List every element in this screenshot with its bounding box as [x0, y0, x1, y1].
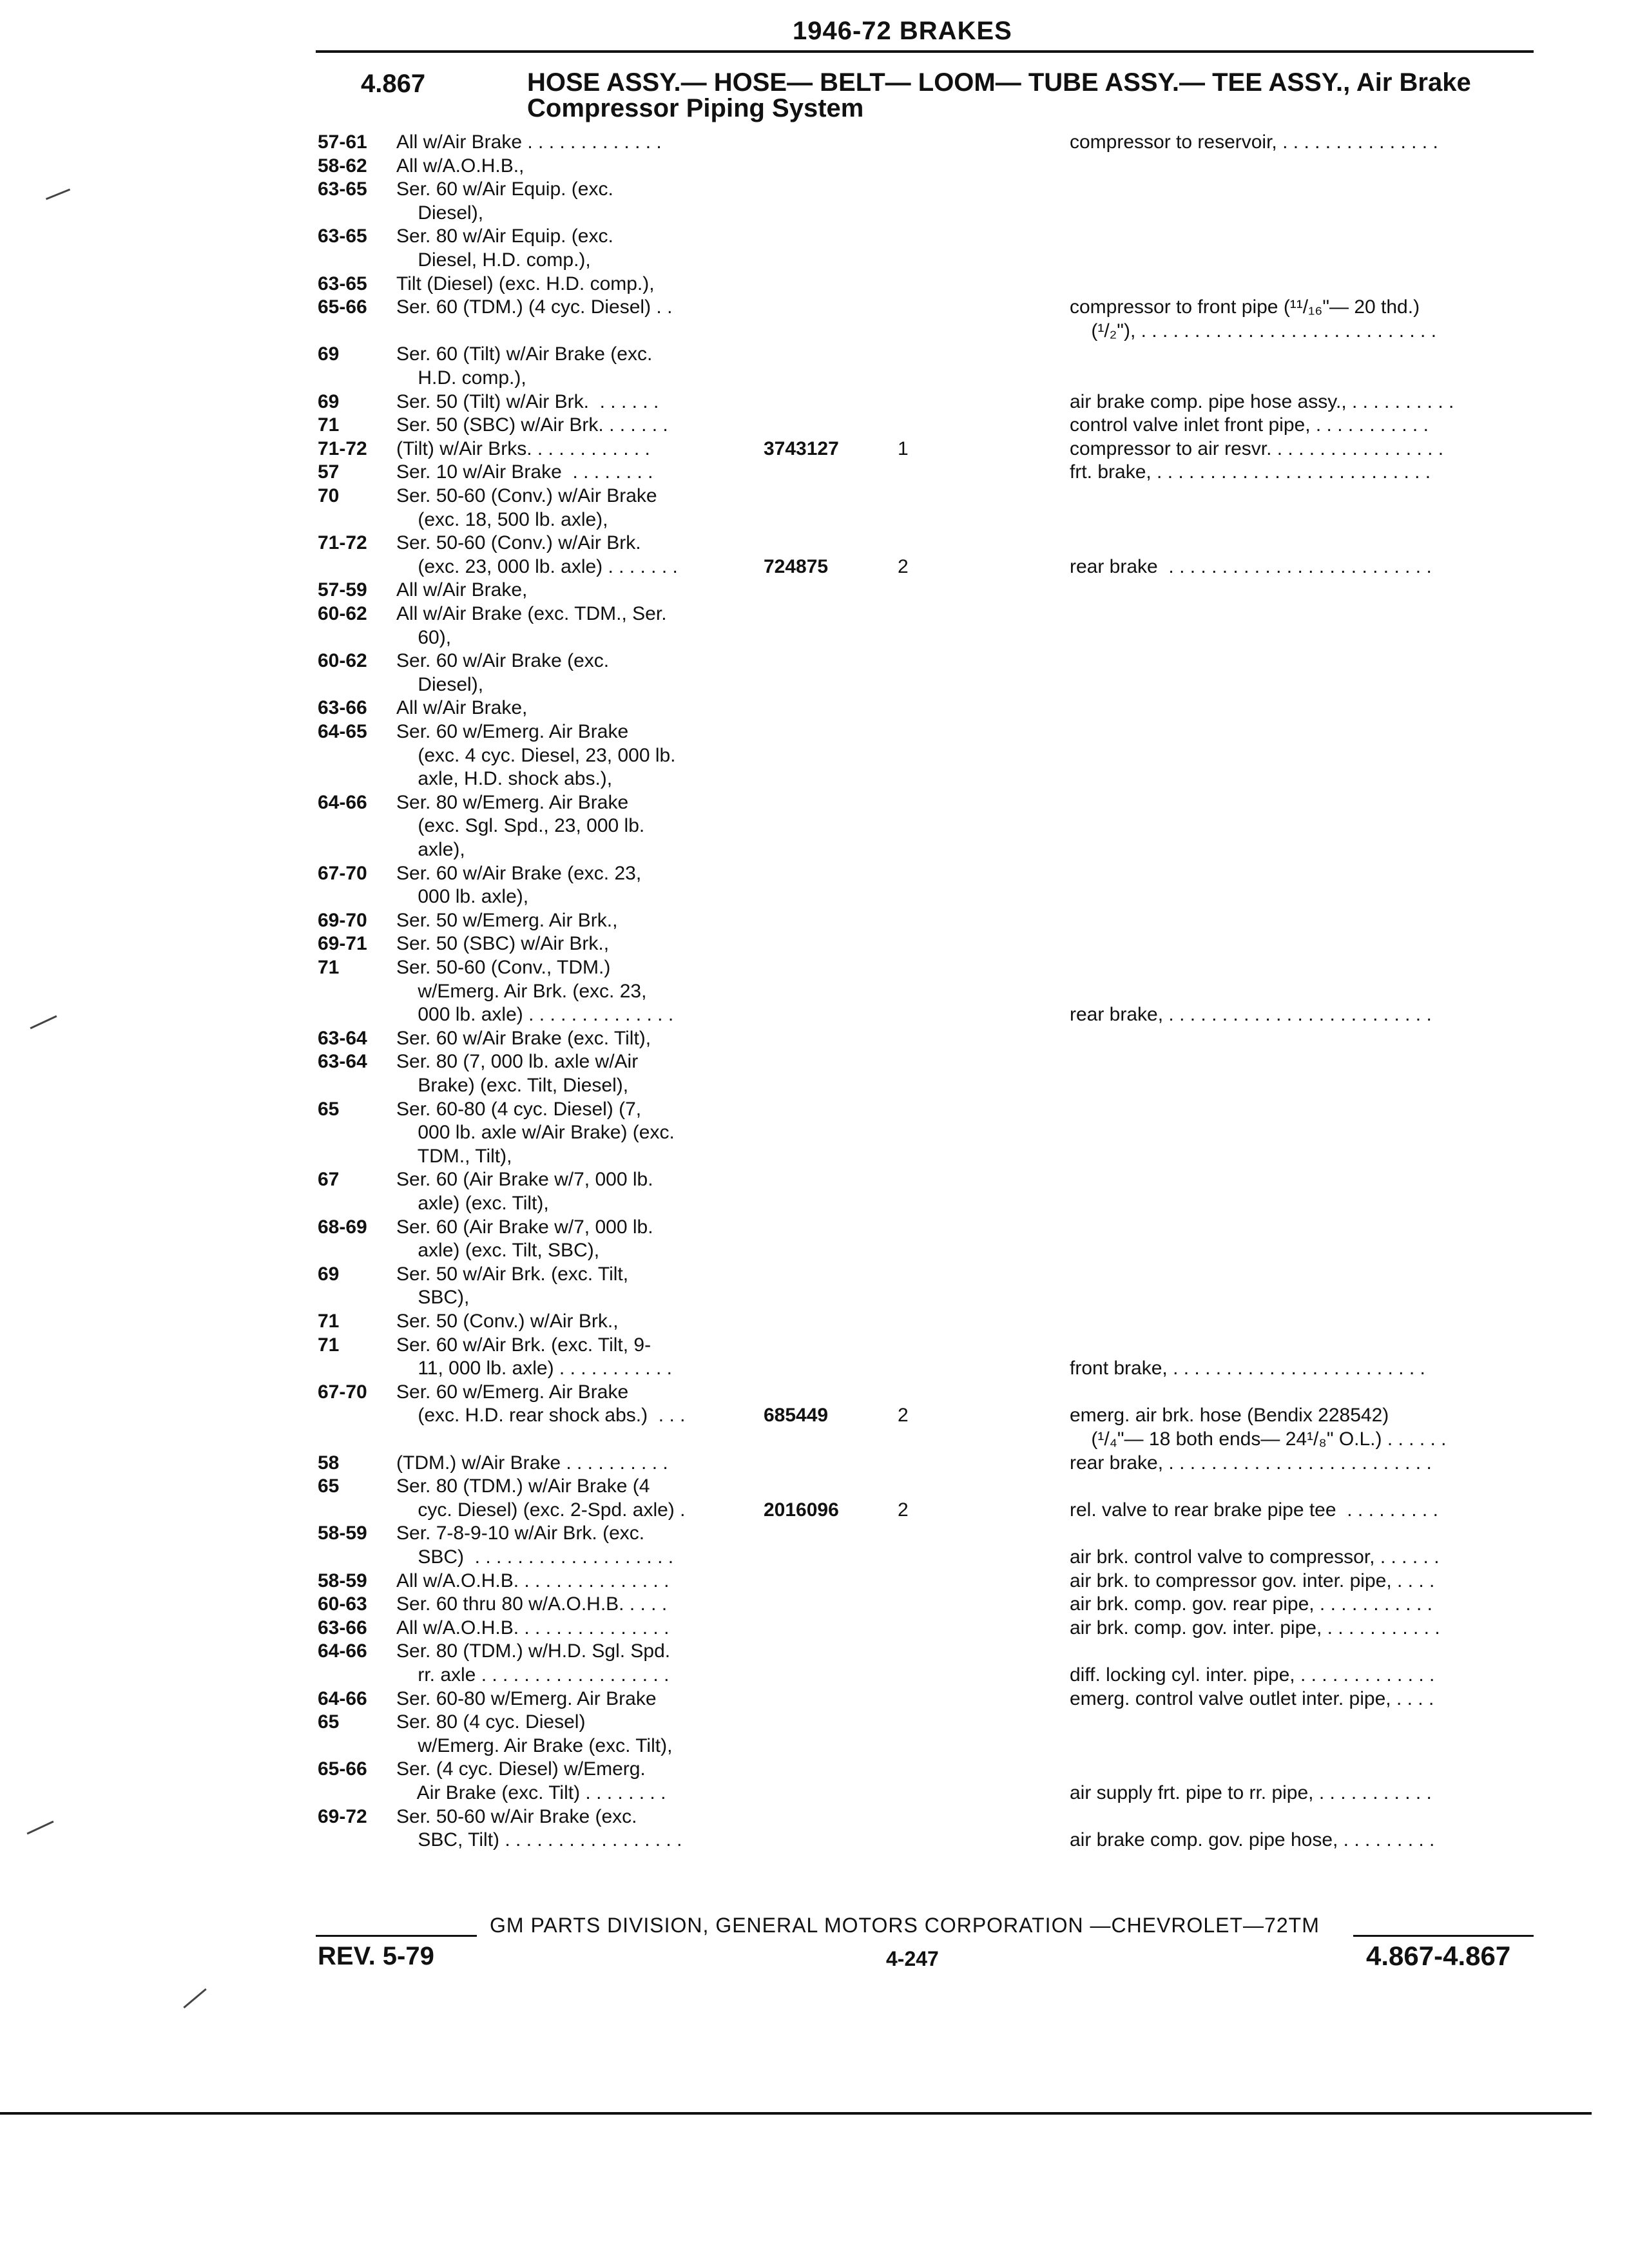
row-description: Ser. 60 (Tilt) w/Air Brake (exc. [396, 343, 653, 365]
row-description: Ser. 60 w/Air Equip. (exc. [396, 178, 613, 200]
row-year: 65-66 [318, 296, 367, 318]
row-description: Ser. 50 (SBC) w/Air Brk. . . . . . . [396, 414, 668, 436]
list-item [0, 1452, 1629, 1475]
row-description: Ser. 60 w/Emerg. Air Brake [396, 1381, 629, 1403]
row-description: Ser. 50-60 w/Air Brake (exc. [396, 1805, 637, 1827]
list-item [0, 273, 1629, 296]
list-item [0, 767, 1629, 791]
list-item [0, 956, 1629, 979]
row-year: 63-64 [318, 1027, 367, 1049]
row-usage: control valve inlet front pipe, . . . . . . . . . . . [1070, 414, 1429, 436]
section-number: 4.867 [361, 70, 426, 98]
row-year: 71-72 [318, 532, 367, 554]
revision-label: REV. 5-79 [318, 1942, 434, 1970]
row-year: 71 [318, 1311, 340, 1332]
row-year: 68-69 [318, 1216, 367, 1238]
list-item [0, 1475, 1629, 1498]
list-item [0, 909, 1629, 932]
row-year: 64-66 [318, 791, 367, 813]
list-item [0, 390, 1629, 414]
row-description: Ser. 80 (4 cyc. Diesel) [396, 1711, 586, 1733]
row-usage: rear brake . . . . . . . . . . . . . . . . . . . . . . . . . [1070, 555, 1432, 577]
row-description: Ser. 60 w/Air Brk. (exc. Tilt, 9- [396, 1334, 651, 1356]
row-description: Ser. 60 w/Emerg. Air Brake [396, 721, 629, 742]
row-description: Ser. 80 (TDM.) w/Air Brake (4 [396, 1475, 650, 1497]
margin-mark [183, 1988, 206, 2008]
row-usage: air supply frt. pipe to rr. pipe, . . . . . . . . . . . [1070, 1782, 1432, 1803]
section-title: HOSE ASSY.— HOSE— BELT— LOOM— TUBE ASSY.— TEE ASSY., Air Brake Compressor Piping System [527, 68, 1471, 122]
list-item [0, 437, 1629, 461]
row-usage: diff. locking cyl. inter. pipe, . . . . . . . . . . . . . [1070, 1664, 1435, 1686]
row-description: axle) (exc. Tilt, SBC), [396, 1240, 600, 1262]
row-description: Air Brake (exc. Tilt) . . . . . . . . [396, 1782, 666, 1803]
row-usage: (¹/₄"— 18 both ends— 24¹/₈" O.L.) . . . . . . [1070, 1428, 1447, 1450]
row-year: 64-66 [318, 1640, 367, 1662]
index-reference: 4.867-4.867 [1366, 1941, 1511, 1971]
row-description: Ser. 60 thru 80 w/A.O.H.B. . . . . [396, 1593, 668, 1615]
row-description: Ser. 80 (7, 000 lb. axle w/Air [396, 1051, 639, 1073]
list-item [0, 579, 1629, 602]
list-item [0, 814, 1629, 838]
row-description: Tilt (Diesel) (exc. H.D. comp.), [396, 273, 655, 294]
row-description: Diesel, H.D. comp.), [396, 249, 591, 271]
row-description: 000 lb. axle w/Air Brake) (exc. [396, 1122, 675, 1144]
list-item [0, 1381, 1629, 1404]
row-usage: air brk. control valve to compressor, . . . . . . [1070, 1546, 1440, 1568]
row-year: 63-64 [318, 1051, 367, 1073]
list-item [0, 1404, 1629, 1427]
row-usage: rear brake, . . . . . . . . . . . . . . . . . . . . . . . . . [1070, 1004, 1432, 1026]
list-item [0, 461, 1629, 484]
row-year: 63-65 [318, 178, 367, 200]
list-item [0, 178, 1629, 201]
list-item [0, 980, 1629, 1003]
row-quantity: 2 [898, 1405, 909, 1427]
row-year: 63-66 [318, 1617, 367, 1639]
row-usage: emerg. control valve outlet inter. pipe, . . . . [1070, 1687, 1434, 1709]
list-item [0, 697, 1629, 720]
list-item [0, 485, 1629, 508]
row-year: 58 [318, 1452, 340, 1474]
list-item [0, 1782, 1629, 1805]
row-description: All w/A.O.H.B. . . . . . . . . . . . . . . [396, 1570, 670, 1591]
list-item [0, 1074, 1629, 1097]
row-description: 11, 000 lb. axle) . . . . . . . . . . . [396, 1358, 672, 1379]
row-year: 57-59 [318, 579, 367, 601]
list-item [0, 744, 1629, 767]
row-year: 71 [318, 414, 340, 436]
row-year: 65-66 [318, 1758, 367, 1780]
row-year: 58-62 [318, 155, 367, 177]
row-description: Ser. 80 w/Air Equip. (exc. [396, 226, 613, 247]
list-item [0, 1192, 1629, 1215]
row-description: Ser. 50 (Conv.) w/Air Brk., [396, 1311, 619, 1332]
row-description: All w/Air Brake . . . . . . . . . . . . . [396, 131, 662, 153]
row-description: SBC, Tilt) . . . . . . . . . . . . . . . . . [396, 1829, 682, 1851]
row-description: SBC), [396, 1287, 470, 1309]
row-description: w/Emerg. Air Brk. (exc. 23, [396, 980, 647, 1002]
row-year: 60-62 [318, 603, 367, 624]
row-description: axle, H.D. shock abs.), [396, 768, 613, 790]
row-year: 71-72 [318, 437, 367, 459]
row-description: SBC) . . . . . . . . . . . . . . . . . . . [396, 1546, 674, 1568]
row-year: 60-62 [318, 650, 367, 672]
row-description: Brake) (exc. Tilt, Diesel), [396, 1075, 629, 1096]
list-item [0, 1027, 1629, 1050]
row-part-number: 724875 [764, 555, 829, 577]
row-description: Ser. 80 w/Emerg. Air Brake [396, 791, 629, 813]
row-description: Diesel), [396, 673, 484, 695]
row-quantity: 2 [898, 1499, 909, 1521]
list-item [0, 1570, 1629, 1593]
list-item [0, 1546, 1629, 1569]
row-description: cyc. Diesel) (exc. 2-Spd. axle) . [396, 1499, 686, 1521]
row-description: All w/A.O.H.B., [396, 155, 525, 177]
list-item [0, 838, 1629, 861]
list-item [0, 1522, 1629, 1545]
list-item [0, 1758, 1629, 1781]
list-item [0, 1664, 1629, 1687]
list-item [0, 1428, 1629, 1451]
row-description: Ser. 50 (Tilt) w/Air Brk. . . . . . . [396, 390, 659, 412]
list-item [0, 1711, 1629, 1734]
row-year: 67 [318, 1169, 340, 1191]
row-year: 63-66 [318, 697, 367, 719]
row-description: Ser. 60 w/Air Brake (exc. 23, [396, 862, 642, 884]
list-item [0, 791, 1629, 814]
list-item [0, 1617, 1629, 1640]
list-item [0, 508, 1629, 532]
row-part-number: 2016096 [764, 1499, 839, 1521]
list-item [0, 1003, 1629, 1026]
row-description: Ser. 50 w/Emerg. Air Brk., [396, 909, 618, 931]
row-year: 69 [318, 1263, 340, 1285]
row-usage: air brake comp. gov. pipe hose, . . . . . . . . . [1070, 1829, 1435, 1851]
list-item [0, 1263, 1629, 1286]
list-item [0, 673, 1629, 697]
row-usage: (¹/₂"), . . . . . . . . . . . . . . . . . . . . . . . . . . . . [1070, 320, 1437, 341]
row-part-number: 3743127 [764, 437, 839, 459]
row-description: axle) (exc. Tilt), [396, 1193, 549, 1214]
row-description: Ser. 50-60 (Conv., TDM.) [396, 957, 611, 978]
row-usage: frt. brake, . . . . . . . . . . . . . . . . . . . . . . . . . . [1070, 461, 1431, 483]
row-description: Ser. 60 (Air Brake w/7, 000 lb. [396, 1216, 653, 1238]
list-item [0, 1357, 1629, 1380]
row-description: w/Emerg. Air Brake (exc. Tilt), [396, 1735, 673, 1756]
list-item [0, 1805, 1629, 1829]
row-year: 67-70 [318, 862, 367, 884]
row-description: (exc. 4 cyc. Diesel, 23, 000 lb. [396, 744, 676, 766]
row-year: 64-65 [318, 721, 367, 742]
list-item [0, 1239, 1629, 1262]
row-description: (exc. 18, 500 lb. axle), [396, 508, 608, 530]
row-description: Diesel), [396, 202, 484, 224]
row-description: Ser. 50-60 (Conv.) w/Air Brake [396, 485, 657, 506]
row-description: Ser. 7-8-9-10 w/Air Brk. (exc. [396, 1523, 645, 1544]
list-item [0, 202, 1629, 225]
footer-rule-right [1353, 1935, 1534, 1937]
row-year: 63-65 [318, 273, 367, 294]
list-item [0, 1334, 1629, 1357]
row-description: Ser. 60 (Air Brake w/7, 000 lb. [396, 1169, 653, 1191]
row-description: (exc. 23, 000 lb. axle) . . . . . . . [396, 555, 678, 577]
row-usage: compressor to air resvr. . . . . . . . . . . . . . . . . [1070, 437, 1444, 459]
row-description: All w/Air Brake, [396, 697, 528, 719]
row-year: 60-63 [318, 1593, 367, 1615]
row-description: Ser. 60 w/Air Brake (exc. [396, 650, 610, 672]
row-usage: compressor to reservoir, . . . . . . . . . . . . . . . [1070, 131, 1438, 153]
row-description: 60), [396, 626, 452, 648]
list-item [0, 555, 1629, 579]
row-description: TDM., Tilt), [396, 1145, 512, 1167]
list-item [0, 1310, 1629, 1333]
row-description: All w/A.O.H.B. . . . . . . . . . . . . . . [396, 1617, 670, 1639]
list-item [0, 1593, 1629, 1616]
list-item [0, 249, 1629, 272]
row-year: 63-65 [318, 226, 367, 247]
list-item [0, 862, 1629, 885]
row-year: 58-59 [318, 1570, 367, 1591]
list-item [0, 1687, 1629, 1711]
row-year: 65 [318, 1711, 340, 1733]
list-item [0, 1286, 1629, 1309]
row-usage: air brk. comp. gov. inter. pipe, . . . . . . . . . . . [1070, 1617, 1440, 1639]
list-item [0, 414, 1629, 437]
row-year: 67-70 [318, 1381, 367, 1403]
list-item [0, 131, 1629, 154]
row-description: H.D. comp.), [396, 367, 526, 389]
row-description: Ser. 60 (TDM.) (4 cyc. Diesel) . . [396, 296, 673, 318]
list-item [0, 626, 1629, 649]
row-description: 000 lb. axle), [396, 886, 529, 908]
row-description: (TDM.) w/Air Brake . . . . . . . . . . [396, 1452, 668, 1474]
row-description: Ser. (4 cyc. Diesel) w/Emerg. [396, 1758, 646, 1780]
row-description: Ser. 50 (SBC) w/Air Brk., [396, 933, 610, 955]
row-usage: air brk. comp. gov. rear pipe, . . . . . . . . . . . [1070, 1593, 1432, 1615]
list-item [0, 532, 1629, 555]
list-item [0, 932, 1629, 956]
list-item [0, 720, 1629, 744]
row-description: Ser. 60-80 (4 cyc. Diesel) (7, [396, 1098, 642, 1120]
list-item [0, 1499, 1629, 1522]
row-description: Ser. 80 (TDM.) w/H.D. Sgl. Spd. [396, 1640, 671, 1662]
page-title: 1946-72 BRAKES [793, 17, 1012, 45]
row-description: Ser. 60 w/Air Brake (exc. Tilt), [396, 1027, 651, 1049]
list-item [0, 1050, 1629, 1073]
list-item [0, 649, 1629, 673]
list-item [0, 602, 1629, 626]
list-item [0, 343, 1629, 366]
row-part-number: 685449 [764, 1405, 829, 1427]
row-year: 70 [318, 485, 340, 506]
row-year: 69 [318, 390, 340, 412]
row-usage: air brake comp. pipe hose assy., . . . . . . . . . . [1070, 390, 1454, 412]
list-item [0, 155, 1629, 178]
row-usage: rear brake, . . . . . . . . . . . . . . . . . . . . . . . . . [1070, 1452, 1432, 1474]
row-year: 69-71 [318, 933, 367, 955]
row-year: 69-70 [318, 909, 367, 931]
list-item [0, 885, 1629, 908]
row-usage: compressor to front pipe (¹¹/₁₆"— 20 thd.) [1070, 296, 1420, 318]
row-description: Ser. 50-60 (Conv.) w/Air Brk. [396, 532, 641, 554]
row-usage: front brake, . . . . . . . . . . . . . . . . . . . . . . . . [1070, 1358, 1425, 1379]
row-year: 57-61 [318, 131, 367, 153]
list-item [0, 1168, 1629, 1191]
list-item [0, 1145, 1629, 1168]
row-year: 71 [318, 957, 340, 978]
row-quantity: 1 [898, 437, 909, 459]
row-description: 000 lb. axle) . . . . . . . . . . . . . . [396, 1004, 674, 1026]
row-description: (exc. Sgl. Spd., 23, 000 lb. [396, 815, 645, 837]
page-number: 4-247 [886, 1947, 939, 1970]
row-quantity: 2 [898, 555, 909, 577]
row-description: (exc. H.D. rear shock abs.) . . . [396, 1405, 686, 1427]
row-year: 65 [318, 1475, 340, 1497]
row-year: 69 [318, 343, 340, 365]
row-description: axle), [396, 839, 465, 860]
row-year: 69-72 [318, 1805, 367, 1827]
footer-text: GM PARTS DIVISION, GENERAL MOTORS CORPORATION —CHEVROLET—72TM [490, 1914, 1320, 1937]
list-item [0, 1098, 1629, 1121]
row-year: 65 [318, 1098, 340, 1120]
list-item [0, 296, 1629, 319]
row-description: Ser. 10 w/Air Brake . . . . . . . . [396, 461, 653, 483]
list-item [0, 225, 1629, 248]
list-item [0, 1735, 1629, 1758]
footer-rule-left [316, 1935, 477, 1937]
row-description: Ser. 60-80 w/Emerg. Air Brake [396, 1687, 657, 1709]
list-item [0, 1640, 1629, 1663]
row-year: 71 [318, 1334, 340, 1356]
list-item [0, 367, 1629, 390]
list-item [0, 1829, 1629, 1852]
row-usage: emerg. air brk. hose (Bendix 228542) [1070, 1405, 1389, 1427]
row-usage: air brk. to compressor gov. inter. pipe, . . . . [1070, 1570, 1435, 1591]
row-year: 57 [318, 461, 340, 483]
row-year: 64-66 [318, 1687, 367, 1709]
row-year: 58-59 [318, 1523, 367, 1544]
row-description: (Tilt) w/Air Brks. . . . . . . . . . . . [396, 437, 650, 459]
row-description: Ser. 50 w/Air Brk. (exc. Tilt, [396, 1263, 629, 1285]
row-description: All w/Air Brake, [396, 579, 528, 601]
list-item [0, 1216, 1629, 1239]
bottom-rule [0, 2112, 1592, 2115]
list-item [0, 1121, 1629, 1144]
row-usage: rel. valve to rear brake pipe tee . . . . . . . . . [1070, 1499, 1438, 1521]
list-item [0, 320, 1629, 343]
row-description: All w/Air Brake (exc. TDM., Ser. [396, 603, 667, 624]
row-description: rr. axle . . . . . . . . . . . . . . . . . . [396, 1664, 670, 1686]
